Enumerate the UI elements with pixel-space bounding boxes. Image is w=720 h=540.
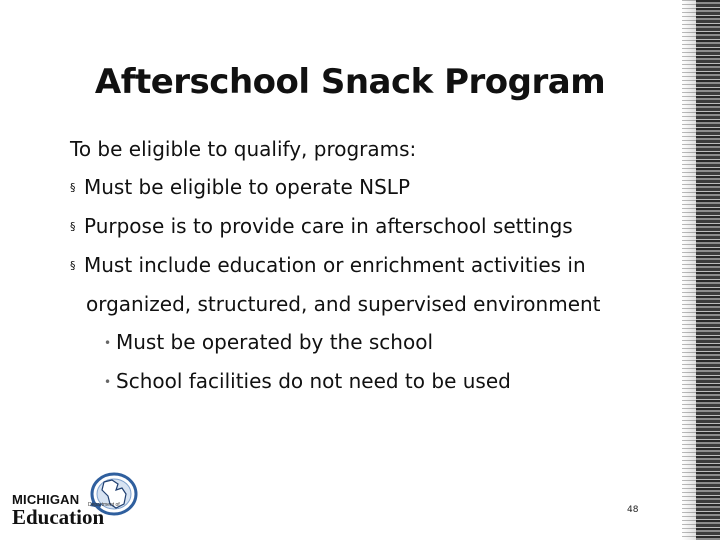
bullet-text: Must include education or enrichment activities in <box>84 253 586 277</box>
logo-education-text: Education <box>12 505 105 529</box>
bullet-text: Purpose is to provide care in afterschool settings <box>84 214 573 238</box>
bullet-text: Must be eligible to operate NSLP <box>84 175 411 199</box>
slide-title: Afterschool Snack Program <box>94 62 606 102</box>
sub-bullet-text: School facilities do not need to be used <box>116 369 511 393</box>
sub-bullet-item <box>70 362 680 401</box>
logo-michigan-text: MICHIGAN <box>12 492 80 507</box>
slide-body <box>70 130 680 401</box>
bullet-marker: § <box>70 259 76 272</box>
bullet-item <box>70 168 680 207</box>
bullet-continuation: organized, structured, and supervised environment <box>86 292 601 316</box>
sub-bullet-item <box>70 323 680 362</box>
sub-bullet-marker: • <box>104 375 112 389</box>
intro-text: To be eligible to qualify, programs: <box>70 137 417 161</box>
logo-department-text: Department of <box>88 502 120 508</box>
sub-bullet-text: Must be operated by the school <box>116 330 434 354</box>
page-number: 48 <box>627 505 639 515</box>
michigan-education-logo <box>10 470 135 530</box>
bullet-marker: § <box>70 220 76 233</box>
bullet-marker: § <box>70 181 76 194</box>
sub-bullet-marker: • <box>104 336 112 350</box>
bullet-item <box>70 207 680 246</box>
bullet-item <box>70 246 680 285</box>
